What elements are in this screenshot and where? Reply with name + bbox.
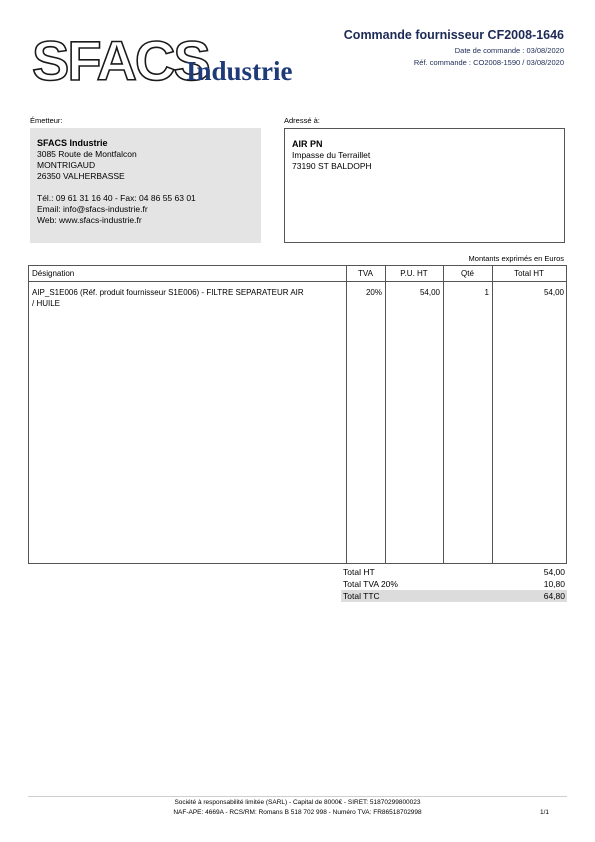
total-tva-row — [341, 578, 567, 590]
sender-address-line: MONTRIGAUD — [37, 160, 96, 170]
sender-website: Web: www.sfacs-industrie.fr — [37, 215, 142, 225]
table-row-unit-price: 54,00 — [419, 288, 440, 297]
total-ht-value: 54,00 — [543, 567, 565, 577]
sender-address-line: 3085 Route de Montfalcon — [37, 149, 137, 159]
total-ht-label: Total HT — [343, 567, 375, 577]
order-lines-table — [28, 265, 567, 564]
col-header-total: Total HT — [514, 269, 544, 278]
recipient-address-line: Impasse du Terraillet — [292, 150, 371, 160]
designation-line: / HUILE — [32, 299, 61, 308]
table-row-quantity: 1 — [484, 288, 489, 297]
document-title: Commande fournisseur CF2008-1646 — [343, 28, 564, 42]
table-row-tva: 20% — [365, 288, 382, 297]
designation-line: AIP_S1E006 (Réf. produit fournisseur S1E006) - FILTRE SEPARATEUR AIR — [32, 288, 304, 297]
table-row-designation — [32, 287, 342, 309]
currency-note: Montants exprimés en Euros — [468, 254, 564, 263]
total-ttc-value: 64,80 — [543, 591, 565, 601]
total-ht-row — [341, 566, 567, 578]
sender-label: Émetteur: — [30, 116, 63, 125]
recipient-name: AIR PN — [292, 139, 323, 149]
order-date: Date de commande : 03/08/2020 — [454, 46, 564, 55]
col-header-quantity: Qté — [461, 269, 474, 278]
col-header-unit-price: P.U. HT — [400, 269, 428, 278]
recipient-label: Adressé à: — [284, 116, 320, 125]
footer-divider — [28, 796, 567, 797]
company-logo — [30, 30, 320, 90]
table-row-total: 54,00 — [543, 288, 564, 297]
sender-email: Email: info@sfacs-industrie.fr — [37, 204, 148, 214]
recipient-block — [284, 128, 565, 243]
footer-registration-line: NAF-APE: 4669A - RCS/RM: Romans B 518 702 998 - Numéro TVA: FR86518702998 — [173, 809, 422, 816]
col-header-designation: Désignation — [32, 269, 75, 278]
total-tva-label: Total TVA 20% — [343, 579, 398, 589]
logo-subtitle: Industrie — [186, 56, 293, 86]
logo-mark: SFACS — [32, 30, 209, 90]
total-tva-value: 10,80 — [543, 579, 565, 589]
sender-block — [30, 128, 261, 243]
total-ttc-label: Total TTC — [343, 591, 380, 601]
recipient-address-line: 73190 ST BALDOPH — [292, 161, 372, 171]
page-number: 1/1 — [539, 809, 549, 816]
order-reference: Réf. commande : CO2008-1590 / 03/08/2020 — [413, 58, 564, 67]
footer-legal-line: Société à responsabilité limitée (SARL) - Capital de 8000€ - SIRET: 51870299800023 — [174, 799, 421, 806]
col-header-tva: TVA — [358, 269, 373, 278]
sender-name: SFACS Industrie — [37, 138, 108, 148]
total-ttc-row — [341, 590, 567, 602]
sender-address-line: 26350 VALHERBASSE — [37, 171, 125, 181]
totals-block — [341, 566, 567, 602]
sender-phone: Tél.: 09 61 31 16 40 - Fax: 04 86 55 63 01 — [37, 193, 196, 203]
